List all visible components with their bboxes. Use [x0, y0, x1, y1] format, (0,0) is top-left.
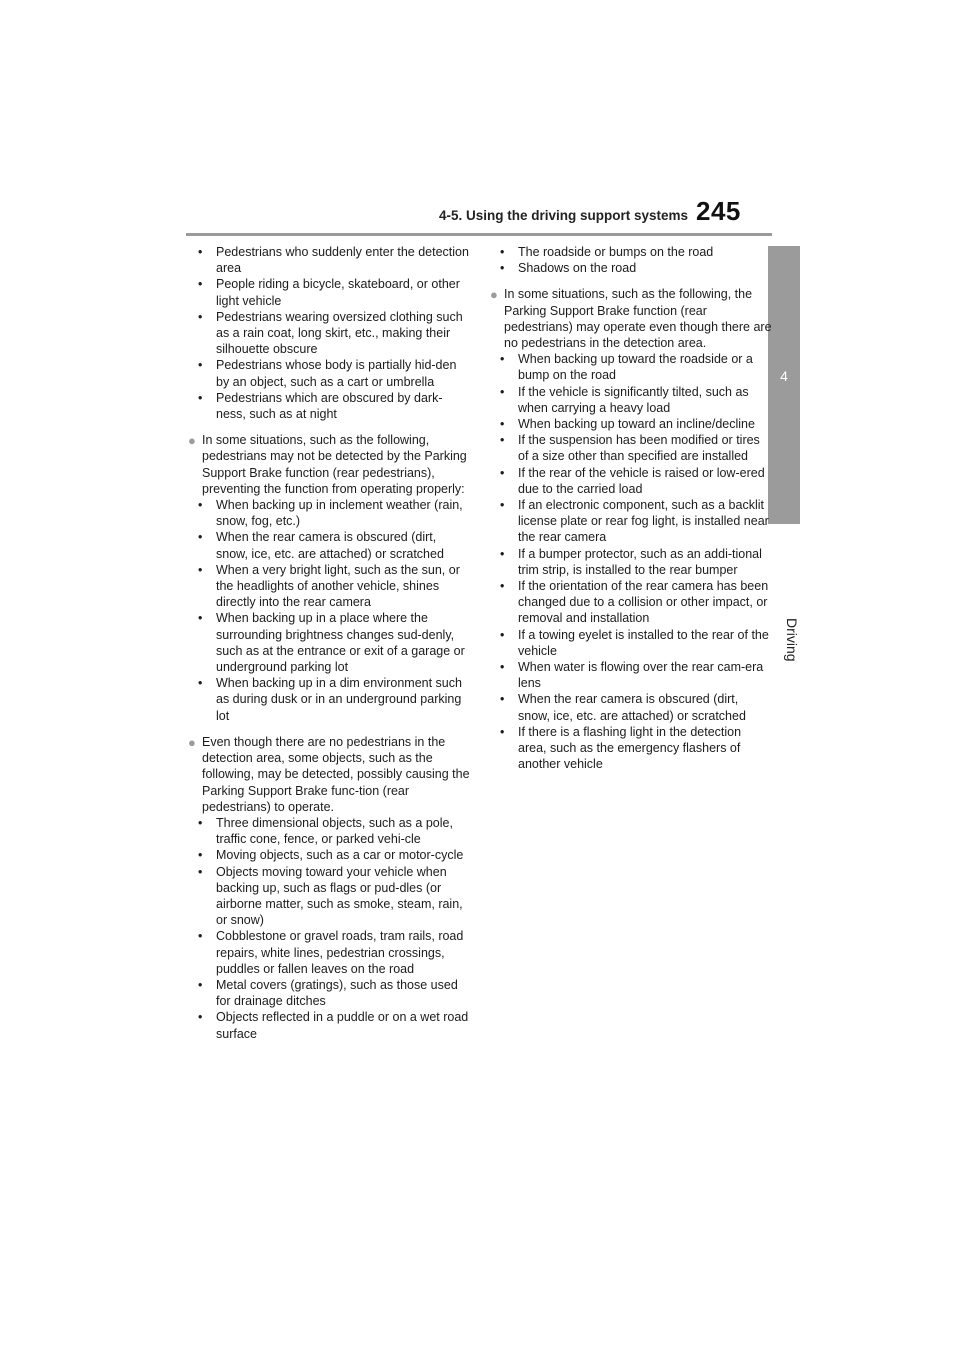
item-text: Cobblestone or gravel roads, tram rails, road repairs, white lines, pedestrian crossings, puddles or fallen leaves on the road [216, 929, 464, 976]
item-text: If the orientation of the rear camera has been changed due to a collision or other impact, or removal and installation [518, 579, 769, 626]
note-paragraph [490, 286, 772, 351]
list-item [188, 928, 470, 977]
item-text: When backing up in inclement weather (rain, snow, fog, etc.) [216, 498, 463, 529]
item-text: Pedestrians whose body is partially hid-den by an object, such as a cart or umbrella [216, 358, 457, 389]
list-item [188, 497, 470, 529]
bullet-icon: • [198, 848, 203, 863]
item-text: Even though there are no pedestrians in the detection area, some objects, such as the following, may be detected, possibly causing the Parking Support Brake func-tion (rear pedestrians) to operate. [202, 734, 470, 814]
list-item [188, 390, 470, 422]
bullet-icon: • [198, 815, 203, 830]
list-item [490, 244, 772, 260]
bullet-icon: • [198, 864, 203, 879]
section-title: 4-5. Using the driving support systems [438, 208, 688, 223]
list-item [188, 244, 470, 276]
bullet-icon: • [500, 660, 505, 675]
bullet-icon: • [500, 417, 505, 432]
bullet-icon: • [500, 627, 505, 642]
item-text: Objects moving toward your vehicle when backing up, such as flags or pud-dles (or airborne matter, such as smoke, steam, rain, or snow) [216, 864, 463, 928]
item-text: If a towing eyelet is installed to the rear of the vehicle [518, 627, 769, 658]
bullet-icon: • [198, 1010, 203, 1025]
item-text: Shadows on the road [518, 261, 637, 276]
bullet-icon: • [198, 358, 203, 373]
list-item [188, 815, 470, 847]
item-text: If the rear of the vehicle is raised or low-ered due to the carried load [518, 465, 765, 496]
note-paragraph [188, 432, 470, 497]
item-text: Pedestrians which are obscured by dark-ness, such as at night [216, 390, 443, 422]
bullet-icon: • [500, 465, 505, 480]
list-item [490, 724, 772, 773]
list-item [490, 627, 772, 659]
chapter-number: 4 [780, 368, 788, 384]
header-rule [186, 233, 772, 236]
item-text: Objects reflected in a puddle or on a wet road surface [216, 1010, 469, 1041]
bullet-icon: • [500, 433, 505, 448]
list-item [188, 276, 470, 308]
chapter-label: Driving [784, 618, 800, 662]
page-number: 245 [696, 196, 741, 226]
list-item [490, 578, 772, 627]
item-text: When water is flowing over the rear cam-era lens [518, 660, 764, 691]
list-item [490, 416, 772, 432]
item-text: If the suspension has been modified or tires of a size other than specified are installed [518, 433, 760, 464]
bullet-icon: • [500, 352, 505, 367]
left-column [188, 244, 470, 1042]
item-text: Three dimensional objects, such as a pole, traffic cone, fence, or parked vehi-cle [216, 815, 453, 847]
bullet-icon: • [500, 384, 505, 399]
item-text: When the rear camera is obscured (dirt, snow, ice, etc. are attached) or scratched [518, 692, 746, 723]
item-text: When backing up in a dim environment such as during dusk or in an underground parking lot [216, 676, 462, 723]
bullet-icon: • [198, 277, 203, 292]
item-text: Moving objects, such as a car or motor-cycle [216, 848, 464, 863]
item-text: If there is a flashing light in the detection area, such as the emergency flashers of another vehicle [518, 724, 742, 772]
bullet-icon: • [198, 611, 203, 626]
right-column [490, 244, 772, 773]
list-item [490, 465, 772, 497]
bullet-icon: • [198, 390, 203, 405]
list-item [490, 497, 772, 546]
list-item [490, 432, 772, 464]
item-text: If a bumper protector, such as an addi-tional trim strip, is installed to the rear bumper [518, 546, 762, 577]
item-text: In some situations, such as the following, the Parking Support Brake function (rear pedestrians) may operate even though there are no pedestrians in the detection area. [504, 287, 772, 351]
item-text: Pedestrians who suddenly enter the detection area [216, 245, 469, 276]
item-text: When backing up in a place where the surrounding brightness changes sud-denly, such as at the entrance or exit of a garage or underground parking lot [216, 611, 465, 675]
item-text: Metal covers (gratings), such as those used for drainage ditches [216, 977, 458, 1009]
bullet-icon: • [500, 579, 505, 594]
circle-bullet-icon: ● [188, 734, 196, 750]
bullet-icon: • [198, 676, 203, 691]
list-item [490, 659, 772, 691]
list-item [188, 562, 470, 611]
item-text: When backing up toward an incline/decline [518, 417, 755, 432]
list-item [188, 847, 470, 863]
bullet-icon: • [500, 498, 505, 513]
item-text: When the rear camera is obscured (dirt, snow, ice, etc. are attached) or scratched [216, 530, 444, 561]
bullet-icon: • [198, 309, 203, 324]
bullet-icon: • [500, 261, 505, 276]
bullet-icon: • [500, 245, 505, 259]
list-item [188, 977, 470, 1009]
bullet-icon: • [198, 498, 203, 513]
bullet-icon: • [500, 692, 505, 707]
circle-bullet-icon: ● [188, 433, 196, 449]
bullet-icon: • [500, 546, 505, 561]
list-item [188, 529, 470, 561]
circle-bullet-icon: ● [490, 287, 498, 303]
list-item [188, 610, 470, 675]
item-text: In some situations, such as the following, pedestrians may not be detected by the Parking Support Brake function (rear pedestrians), preventing the function from operating properly: [202, 433, 467, 496]
bullet-icon: • [198, 562, 203, 577]
chapter-tab [768, 246, 800, 524]
list-item [188, 864, 470, 929]
item-text: Pedestrians wearing oversized clothing such as a rain coat, long skirt, etc., making their silhouette obscure [216, 309, 463, 357]
item-text: If the vehicle is significantly tilted, such as when carrying a heavy load [518, 384, 749, 415]
item-text: When a very bright light, such as the sun, or the headlights of another vehicle, shines directly into the rear camera [216, 562, 460, 610]
list-item [188, 1009, 470, 1041]
list-item [490, 384, 772, 416]
item-text: People riding a bicycle, skateboard, or other light vehicle [216, 277, 460, 308]
list-item [188, 357, 470, 389]
list-item [188, 309, 470, 358]
item-text: The roadside or bumps on the road [518, 245, 714, 259]
item-text: If an electronic component, such as a backlit license plate or rear fog light, is installed near the rear camera [518, 498, 769, 545]
list-item [490, 260, 772, 276]
list-item [188, 675, 470, 724]
list-item [490, 351, 772, 383]
bullet-icon: • [500, 724, 505, 739]
list-item [490, 546, 772, 578]
bullet-icon: • [198, 245, 203, 259]
note-paragraph [188, 734, 470, 815]
bullet-icon: • [198, 929, 203, 944]
item-text: When backing up toward the roadside or a bump on the road [518, 352, 753, 383]
list-item [490, 691, 772, 723]
bullet-icon: • [198, 977, 203, 992]
bullet-icon: • [198, 530, 203, 545]
